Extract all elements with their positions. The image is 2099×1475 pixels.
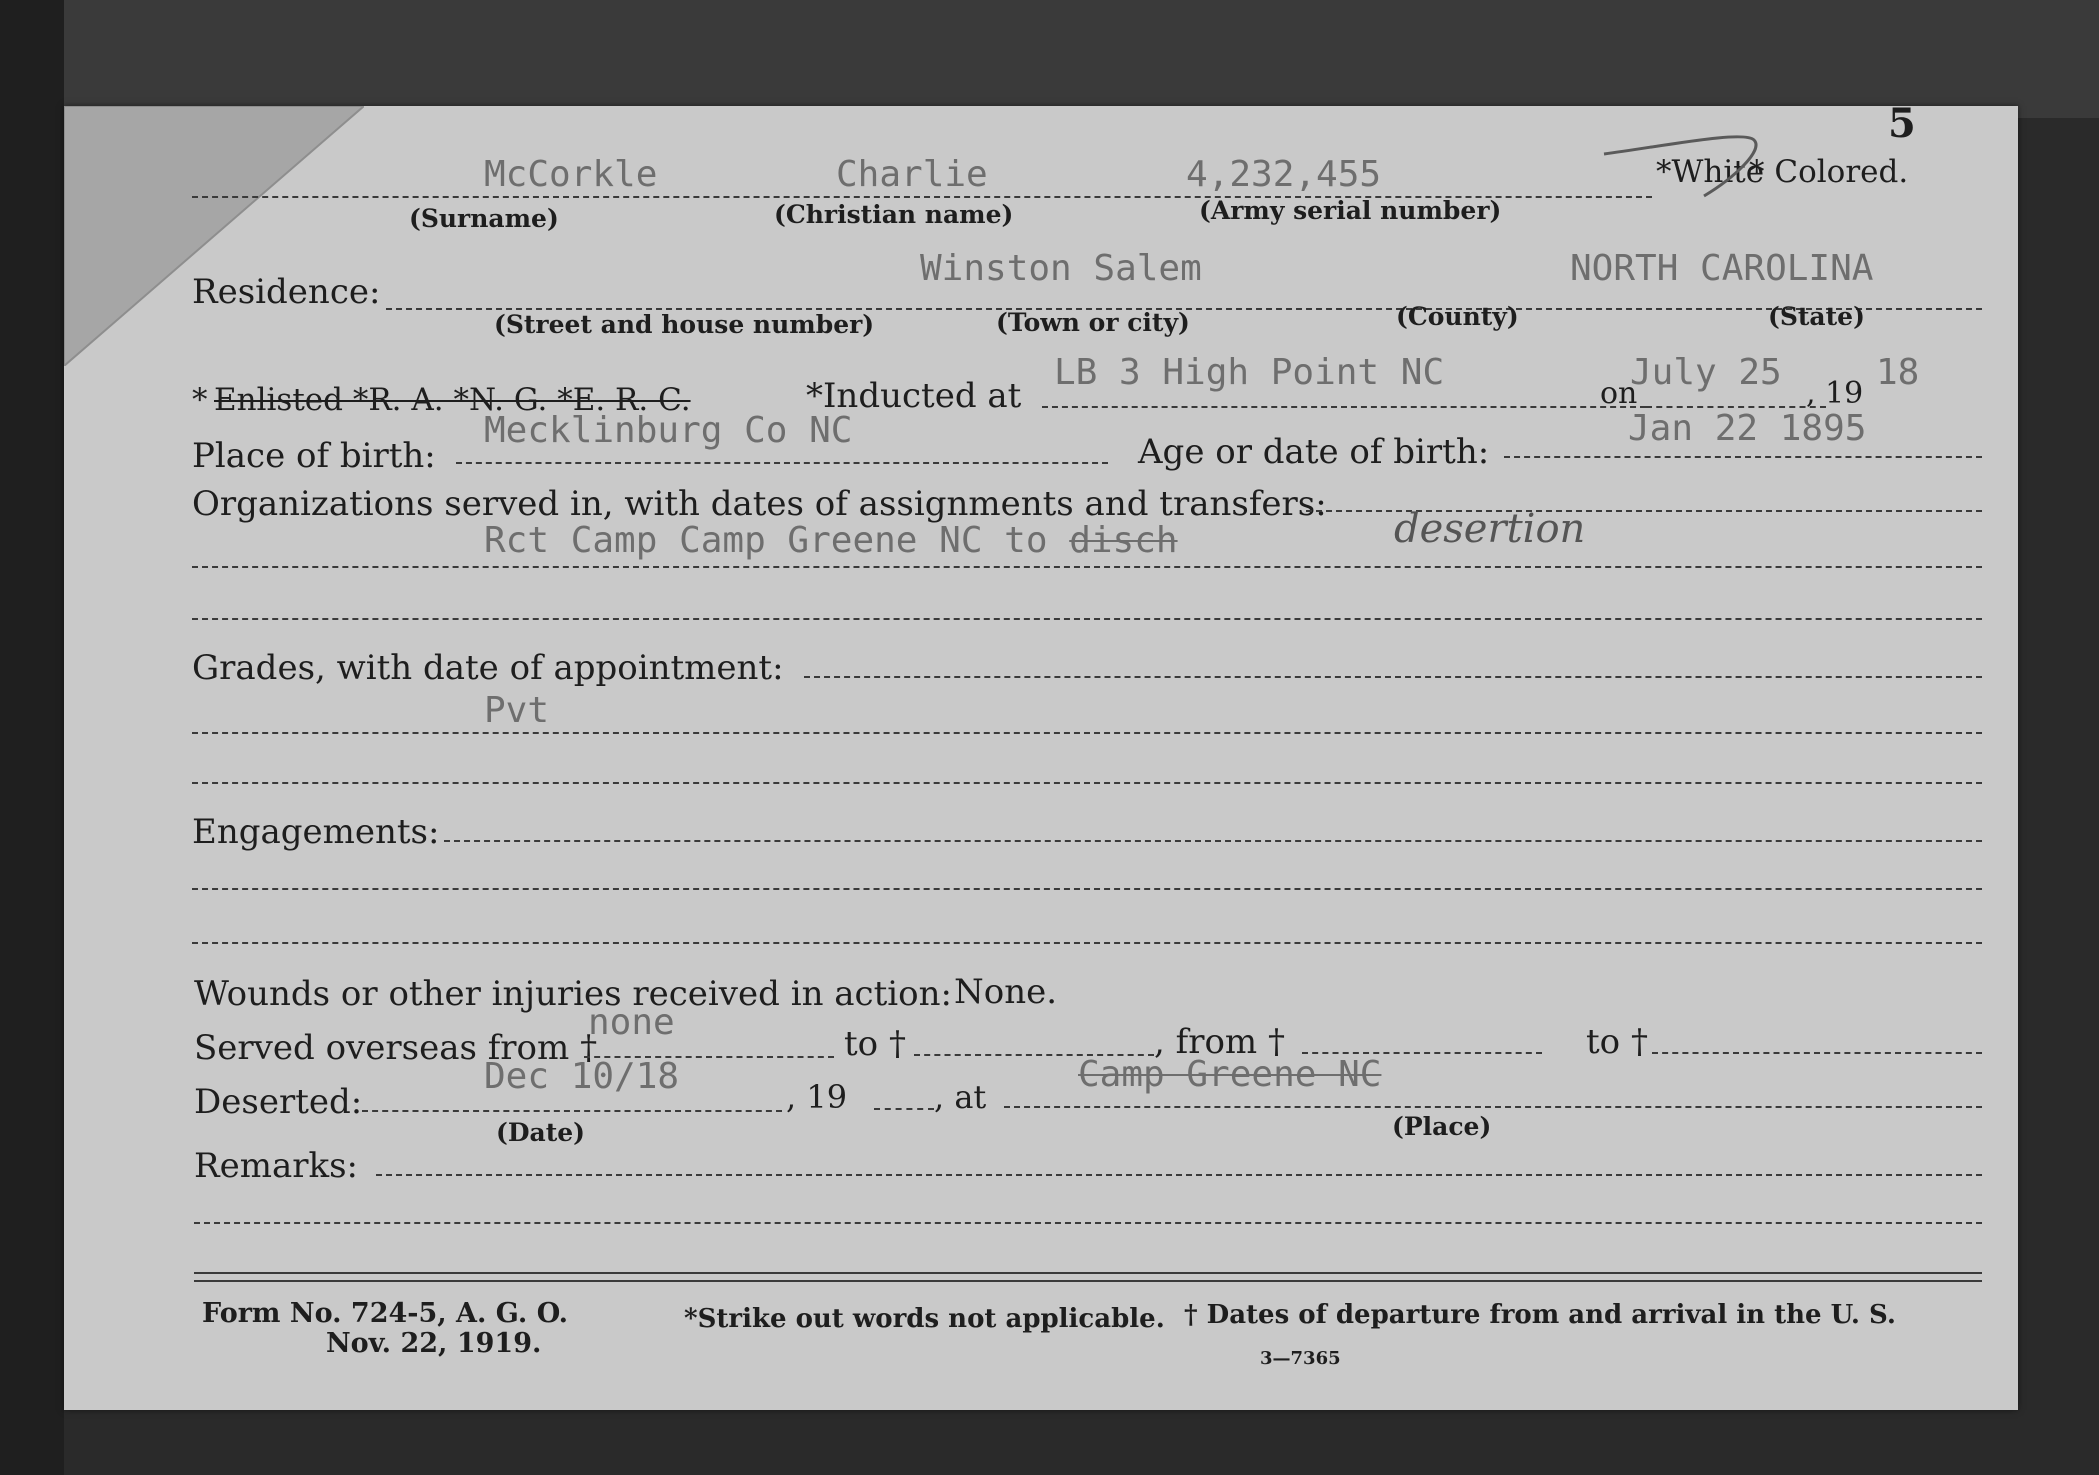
christian-name-value: Charlie xyxy=(836,154,988,195)
background-left xyxy=(0,0,64,1475)
overseas-to2-label: to † xyxy=(1586,1022,1648,1062)
serial-number-caption: (Army serial number) xyxy=(1199,196,1502,225)
grades-value: Pvt xyxy=(484,690,550,731)
background-top xyxy=(0,0,2099,118)
deserted-date-value: Dec 10/18 xyxy=(484,1056,680,1097)
overseas-from2-label: , from † xyxy=(1154,1022,1285,1062)
print-code: 3—7365 xyxy=(1260,1348,1341,1369)
enlisted-prefix: * xyxy=(192,382,208,418)
residence-label: Residence: xyxy=(192,272,381,312)
dates-note: † Dates of departure from and arrival in the U. S. xyxy=(1184,1300,1896,1330)
wounds-label: Wounds or other injuries received in action: xyxy=(194,974,952,1014)
inducted-place-value: LB 3 High Point NC xyxy=(1054,352,1445,393)
deserted-year-label: , 19 xyxy=(786,1078,848,1116)
strike-note: *Strike out words not applicable. xyxy=(684,1304,1165,1334)
residence-town-value: Winston Salem xyxy=(920,248,1202,289)
organizations-struck-text: disch xyxy=(1069,520,1178,561)
town-caption: (Town or city) xyxy=(996,308,1190,337)
grades-label: Grades, with date of appointment: xyxy=(192,648,784,688)
residence-state-value: NORTH CAROLINA xyxy=(1570,248,1874,289)
inducted-at-label: *Inducted at xyxy=(806,376,1022,416)
deserted-label: Deserted: xyxy=(194,1082,363,1122)
age-label: Age or date of birth: xyxy=(1138,432,1490,472)
deserted-place-caption: (Place) xyxy=(1392,1112,1492,1141)
record-card xyxy=(64,106,2018,1410)
place-of-birth-label: Place of birth: xyxy=(192,436,436,476)
induction-year-prefix: , 19 xyxy=(1806,376,1864,411)
engagements-label: Engagements: xyxy=(192,812,440,852)
organizations-typed-text: Rct Camp Camp Greene NC to xyxy=(484,520,1070,561)
remarks-label: Remarks: xyxy=(194,1146,358,1186)
on-label: on xyxy=(1600,376,1638,411)
organizations-label: Organizations served in, with dates of assignments and transfers: xyxy=(192,484,1327,524)
organizations-handwritten: desertion xyxy=(1394,506,1586,552)
surname-value: McCorkle xyxy=(484,154,658,195)
state-caption: (State) xyxy=(1768,302,1865,331)
wounds-value: None. xyxy=(954,972,1058,1012)
deserted-at-label: , at xyxy=(934,1078,987,1116)
overseas-value: none xyxy=(588,1002,675,1043)
pen-mark-overlay xyxy=(64,106,2018,1410)
overseas-to1-label: to † xyxy=(844,1024,906,1064)
induction-date-value: July 25 xyxy=(1630,352,1782,393)
page-number: 5 xyxy=(1888,106,1916,147)
form-number: Form No. 724-5, A. G. O. xyxy=(202,1298,569,1329)
overseas-label: Served overseas from † xyxy=(194,1028,598,1068)
form-date: Nov. 22, 1919. xyxy=(326,1328,542,1359)
serial-number-value: 4,232,455 xyxy=(1186,154,1382,195)
birth-date-value: Jan 22 1895 xyxy=(1628,408,1867,449)
surname-caption: (Surname) xyxy=(409,204,559,233)
county-caption: (County) xyxy=(1396,302,1519,331)
deserted-place-value: Camp Greene NC xyxy=(1078,1054,1382,1095)
race-colored-label: * Colored. xyxy=(1749,154,1909,190)
street-caption: (Street and house number) xyxy=(494,310,875,339)
race-white-label: *White xyxy=(1656,154,1765,190)
deserted-date-caption: (Date) xyxy=(496,1118,585,1147)
christian-name-caption: (Christian name) xyxy=(774,200,1014,229)
enlisted-struck-label: Enlisted *R. A. *N. G. *E. R. C. xyxy=(214,382,691,418)
place-of-birth-value: Mecklinburg Co NC xyxy=(484,410,853,451)
induction-year-value: 18 xyxy=(1876,352,1920,393)
